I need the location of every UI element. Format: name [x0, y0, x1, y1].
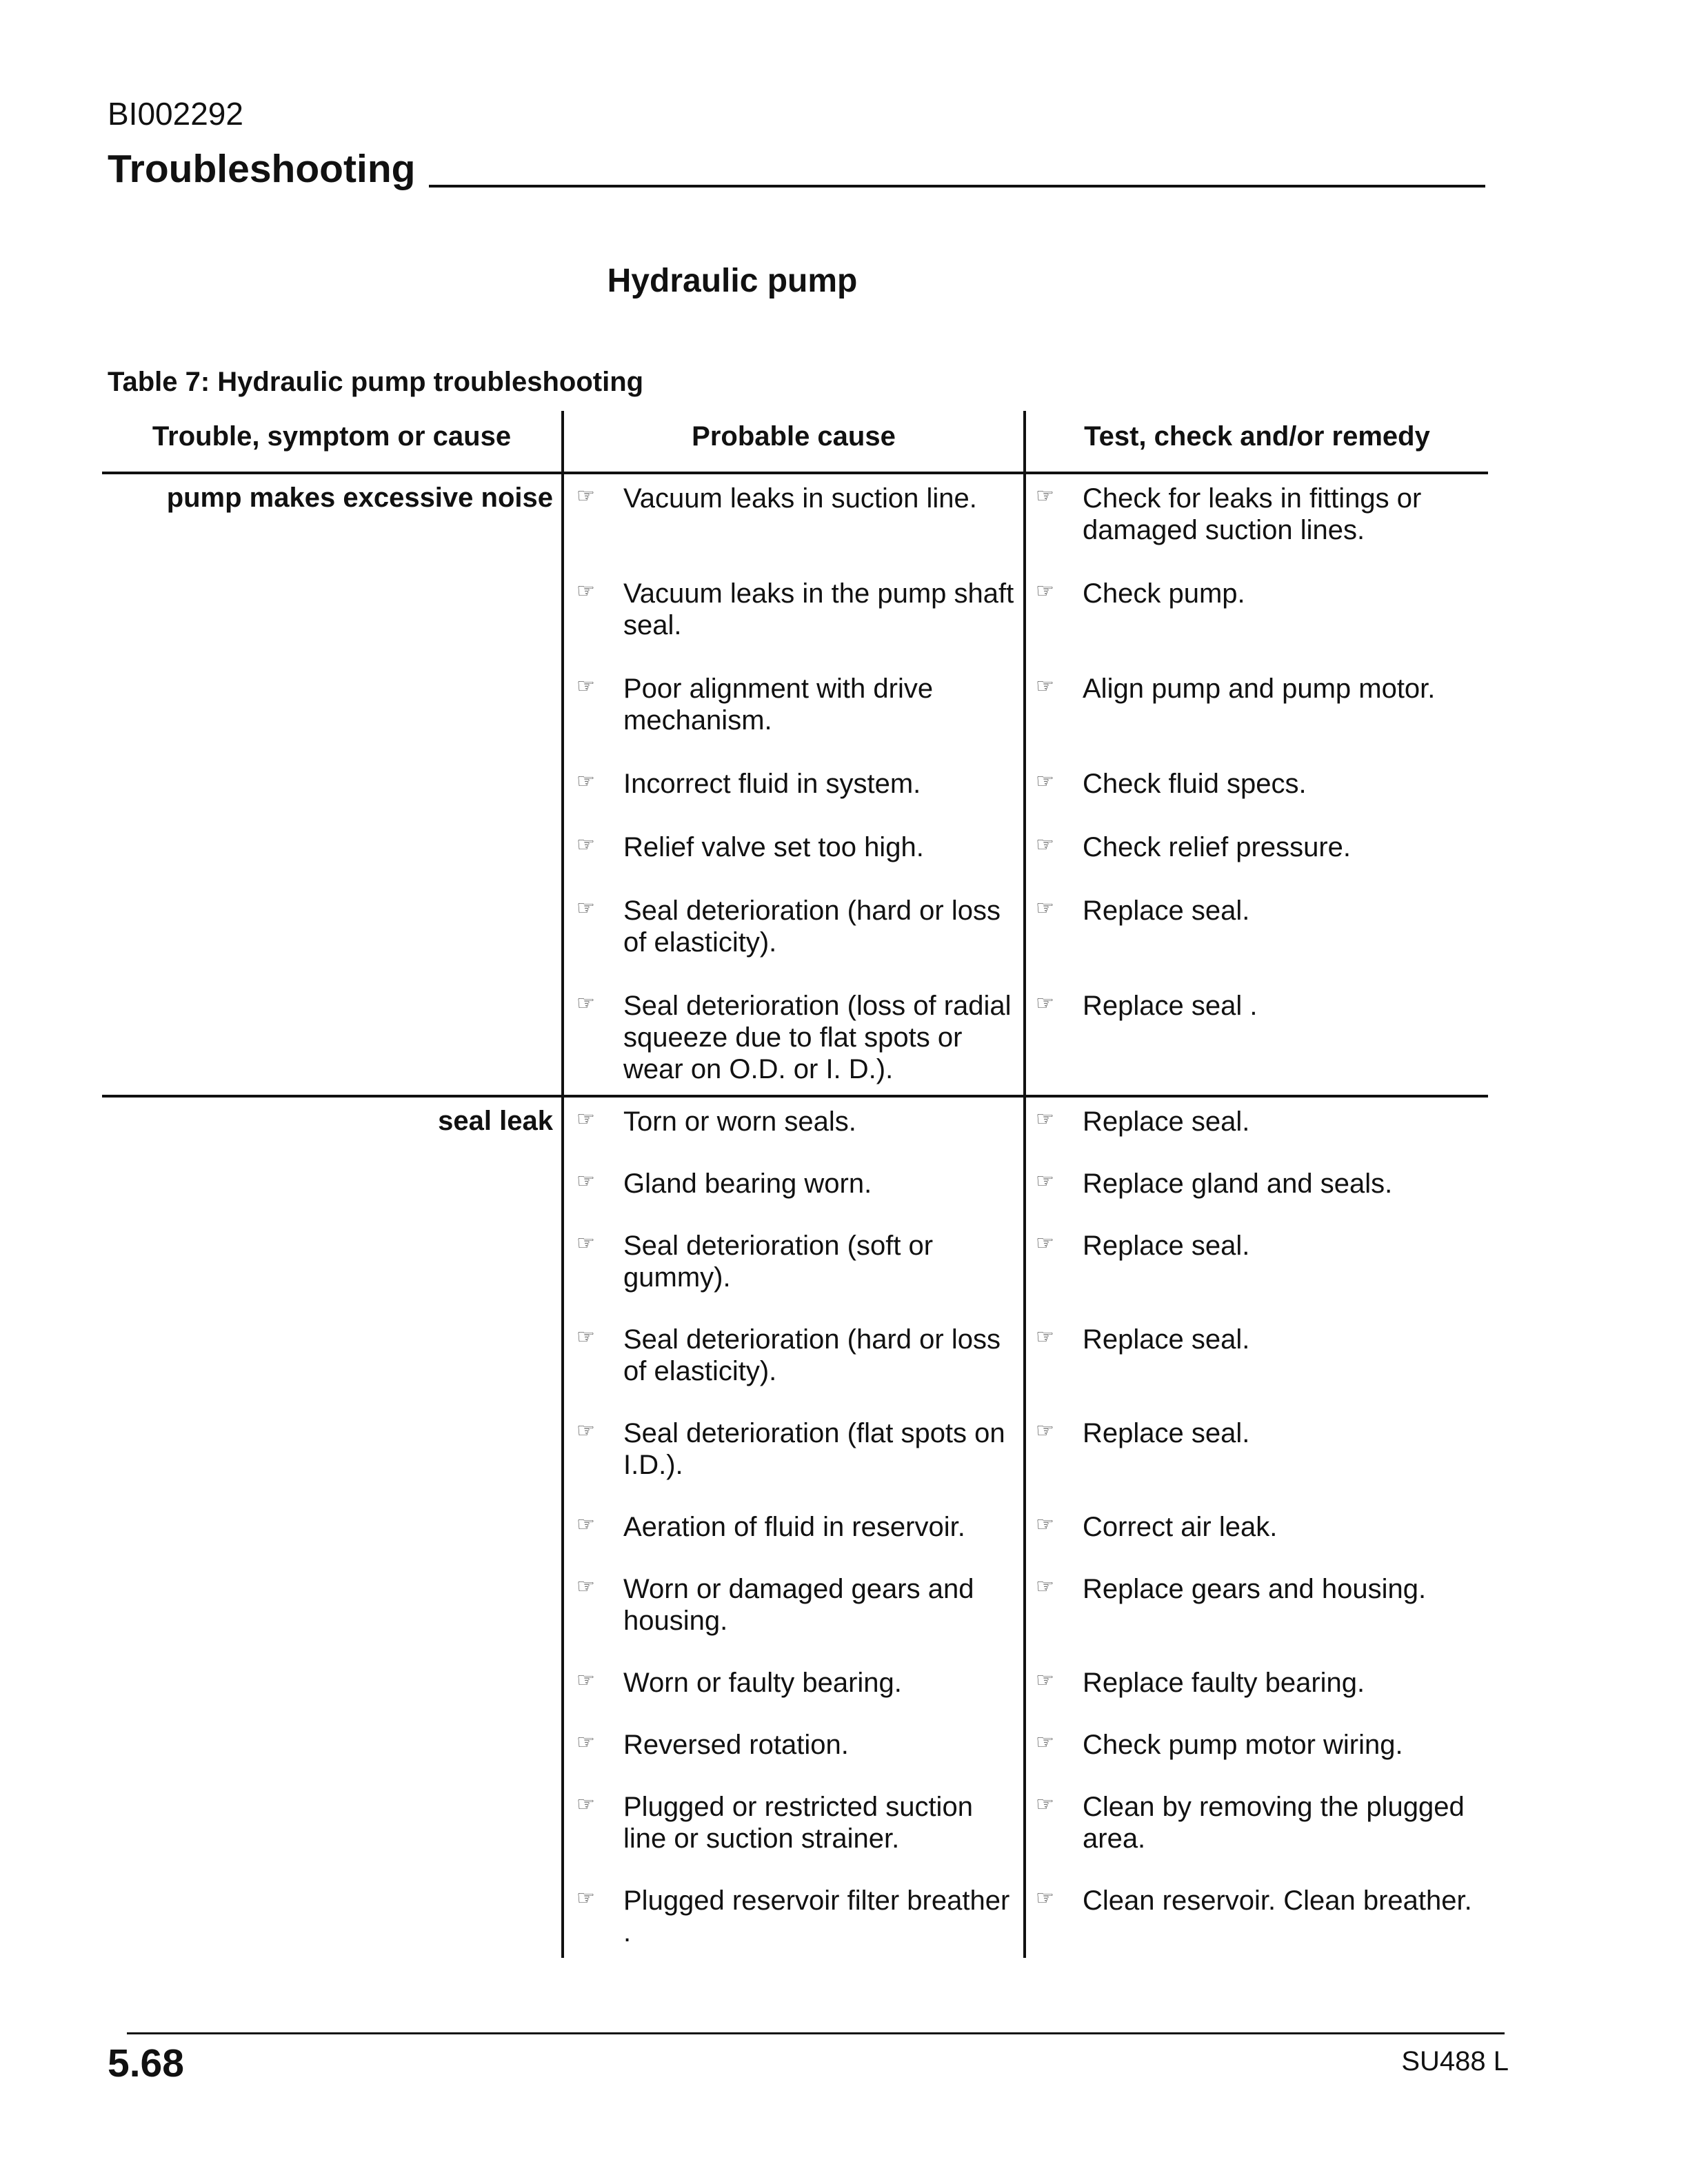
remedy-cell — [1023, 578, 1485, 641]
probable-cause-text: Relief valve set too high. — [623, 832, 924, 862]
table-row — [564, 768, 1488, 831]
remedy-text: Check pump motor wiring. — [1083, 1730, 1403, 1760]
probable-cause-text: Plugged reservoir filter breather . — [623, 1885, 1010, 1948]
probable-cause-text: Seal deterioration (flat spots on I.D.). — [623, 1418, 1005, 1480]
pointing-hand-icon: ☞ — [576, 833, 595, 857]
probable-cause-cell — [564, 1573, 1023, 1637]
table-row — [564, 1168, 1488, 1230]
probable-cause-cell — [564, 578, 1023, 641]
table-header — [102, 411, 1488, 474]
remedy-cell — [1023, 1230, 1485, 1293]
section-title: Hydraulic pump — [607, 263, 858, 299]
remedy-text: Replace faulty bearing. — [1083, 1668, 1365, 1698]
title-rule — [429, 185, 1485, 188]
column-header-remedy: Test, check and/or remedy — [1084, 421, 1430, 452]
probable-cause-cell — [564, 1885, 1023, 1948]
remedy-cell — [1023, 1106, 1485, 1138]
remedy-text: Replace gears and housing. — [1083, 1574, 1427, 1604]
pointing-hand-icon: ☞ — [1036, 991, 1054, 1015]
probable-cause-cell — [564, 1791, 1023, 1854]
pointing-hand-icon: ☞ — [576, 1513, 595, 1537]
remedy-text: Replace seal. — [1083, 896, 1250, 926]
probable-cause-cell — [564, 831, 1023, 863]
remedy-cell — [1023, 1729, 1485, 1761]
probable-cause-cell — [564, 1667, 1023, 1699]
table-row — [564, 1667, 1488, 1729]
probable-cause-cell — [564, 483, 1023, 546]
pointing-hand-icon: ☞ — [1036, 484, 1054, 508]
pointing-hand-icon: ☞ — [1036, 1419, 1054, 1443]
page-number: 5.68 — [108, 2041, 184, 2085]
probable-cause-cell — [564, 1417, 1023, 1481]
probable-cause-cell — [564, 895, 1023, 958]
remedy-cell — [1023, 1168, 1485, 1200]
symptom-label: pump makes excessive noise — [166, 483, 553, 513]
probable-cause-text: Incorrect fluid in system. — [623, 769, 921, 799]
probable-cause-cell — [564, 1324, 1023, 1387]
pointing-hand-icon: ☞ — [1036, 769, 1054, 793]
remedy-cell — [1023, 1885, 1485, 1948]
probable-cause-text: Vacuum leaks in suction line. — [623, 483, 977, 514]
remedy-text: Correct air leak. — [1083, 1512, 1278, 1542]
pointing-hand-icon: ☞ — [576, 1419, 595, 1443]
pointing-hand-icon: ☞ — [576, 1169, 595, 1193]
remedy-cell — [1023, 895, 1485, 958]
probable-cause-text: Seal deterioration (soft or gummy). — [623, 1231, 934, 1293]
remedy-text: Check relief pressure. — [1083, 832, 1352, 862]
remedy-cell — [1023, 1511, 1485, 1543]
footer-rule — [127, 2032, 1505, 2034]
pointing-hand-icon: ☞ — [576, 1730, 595, 1755]
symptom-group — [102, 1098, 1488, 1958]
remedy-text: Clean reservoir. Clean breather. — [1083, 1885, 1472, 1916]
table-row — [564, 1885, 1488, 1958]
pointing-hand-icon: ☞ — [576, 1231, 595, 1255]
pointing-hand-icon: ☞ — [576, 579, 595, 603]
probable-cause-text: Seal deterioration (hard or loss of elasticity). — [623, 1324, 1001, 1386]
pointing-hand-icon: ☞ — [576, 1107, 595, 1131]
remedy-cell — [1023, 673, 1485, 736]
remedy-cell — [1023, 831, 1485, 863]
remedy-text: Replace gland and seals. — [1083, 1169, 1393, 1199]
remedy-text: Replace seal. — [1083, 1324, 1250, 1355]
pointing-hand-icon: ☞ — [1036, 1107, 1054, 1131]
probable-cause-text: Poor alignment with drive mechanism. — [623, 674, 934, 736]
table-row — [564, 578, 1488, 673]
probable-cause-text: Aeration of fluid in reservoir. — [623, 1512, 965, 1542]
remedy-text: Replace seal. — [1083, 1418, 1250, 1448]
probable-cause-text: Seal deterioration (loss of radial squeeze due to flat spots or wear on O.D. or I. D.). — [623, 991, 1012, 1084]
remedy-text: Replace seal. — [1083, 1231, 1250, 1261]
probable-cause-cell — [564, 673, 1023, 736]
table-row — [564, 1324, 1488, 1417]
pointing-hand-icon: ☞ — [576, 991, 595, 1015]
table-row — [564, 1417, 1488, 1511]
page-title: Troubleshooting — [108, 147, 416, 191]
probable-cause-cell — [564, 1511, 1023, 1543]
pointing-hand-icon: ☞ — [1036, 1231, 1054, 1255]
table-row — [564, 1230, 1488, 1324]
remedy-cell — [1023, 1667, 1485, 1699]
pointing-hand-icon: ☞ — [1036, 1886, 1054, 1910]
table-caption: Table 7: Hydraulic pump troubleshooting — [108, 367, 644, 397]
table-row — [564, 1573, 1488, 1667]
model-code: SU488 L — [1401, 2046, 1509, 2076]
probable-cause-cell — [564, 1230, 1023, 1293]
pointing-hand-icon: ☞ — [576, 769, 595, 793]
remedy-cell — [1023, 1791, 1485, 1854]
table-row — [564, 1511, 1488, 1573]
remedy-text: Align pump and pump motor. — [1083, 674, 1436, 704]
remedy-cell — [1023, 483, 1485, 546]
table-row — [564, 990, 1488, 1095]
troubleshooting-table — [102, 411, 1488, 1958]
pointing-hand-icon: ☞ — [1036, 833, 1054, 857]
probable-cause-cell — [564, 1168, 1023, 1200]
probable-cause-text: Torn or worn seals. — [623, 1106, 856, 1137]
pointing-hand-icon: ☞ — [576, 1668, 595, 1692]
table-row — [564, 895, 1488, 990]
table-row — [564, 1791, 1488, 1885]
pointing-hand-icon: ☞ — [1036, 674, 1054, 698]
probable-cause-cell — [564, 1106, 1023, 1138]
remedy-text: Check pump. — [1083, 578, 1245, 609]
probable-cause-text: Vacuum leaks in the pump shaft seal. — [623, 578, 1014, 640]
pointing-hand-icon: ☞ — [576, 1886, 595, 1910]
remedy-text: Check fluid specs. — [1083, 769, 1307, 799]
remedy-text: Clean by removing the plugged area. — [1083, 1792, 1465, 1854]
table-row — [564, 483, 1488, 578]
pointing-hand-icon: ☞ — [576, 674, 595, 698]
pointing-hand-icon: ☞ — [1036, 1169, 1054, 1193]
pointing-hand-icon: ☞ — [1036, 1575, 1054, 1599]
remedy-cell — [1023, 990, 1485, 1085]
probable-cause-cell — [564, 768, 1023, 800]
symptom-group — [102, 474, 1488, 1098]
pointing-hand-icon: ☞ — [1036, 579, 1054, 603]
table-row — [564, 1729, 1488, 1791]
table-row — [564, 1106, 1488, 1168]
pointing-hand-icon: ☞ — [1036, 1325, 1054, 1349]
remedy-cell — [1023, 1573, 1485, 1637]
probable-cause-text: Worn or faulty bearing. — [623, 1668, 902, 1698]
table-row — [564, 673, 1488, 768]
probable-cause-text: Reversed rotation. — [623, 1730, 849, 1760]
pointing-hand-icon: ☞ — [1036, 1730, 1054, 1755]
probable-cause-text: Plugged or restricted suction line or suction strainer. — [623, 1792, 973, 1854]
pointing-hand-icon: ☞ — [576, 896, 595, 920]
remedy-text: Replace seal. — [1083, 1106, 1250, 1137]
probable-cause-text: Worn or damaged gears and housing. — [623, 1574, 974, 1636]
pointing-hand-icon: ☞ — [1036, 1513, 1054, 1537]
doc-id: BI002292 — [108, 96, 243, 132]
remedy-cell — [1023, 768, 1485, 800]
pointing-hand-icon: ☞ — [576, 1792, 595, 1817]
remedy-cell — [1023, 1324, 1485, 1387]
remedy-cell — [1023, 1417, 1485, 1481]
probable-cause-cell — [564, 990, 1023, 1085]
column-header-symptom: Trouble, symptom or cause — [152, 421, 512, 452]
probable-cause-cell — [564, 1729, 1023, 1761]
pointing-hand-icon: ☞ — [576, 1325, 595, 1349]
column-header-cause: Probable cause — [692, 421, 896, 452]
pointing-hand-icon: ☞ — [1036, 1792, 1054, 1817]
table-row — [564, 831, 1488, 895]
pointing-hand-icon: ☞ — [1036, 896, 1054, 920]
table-body — [102, 474, 1488, 1958]
probable-cause-text: Seal deterioration (hard or loss of elasticity). — [623, 896, 1001, 958]
probable-cause-text: Gland bearing worn. — [623, 1169, 872, 1199]
pointing-hand-icon: ☞ — [576, 484, 595, 508]
symptom-label: seal leak — [438, 1106, 553, 1136]
remedy-text: Check for leaks in fittings or damaged suction lines. — [1083, 483, 1422, 545]
remedy-text: Replace seal . — [1083, 991, 1258, 1021]
pointing-hand-icon: ☞ — [576, 1575, 595, 1599]
pointing-hand-icon: ☞ — [1036, 1668, 1054, 1692]
